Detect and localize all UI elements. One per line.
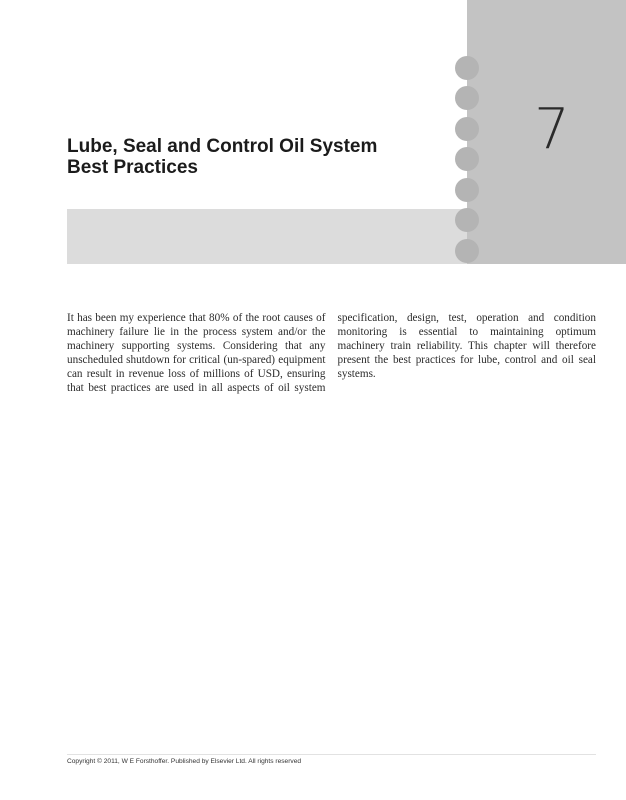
copyright-notice: Copyright © 2011, W E Forsthoffer. Published by Elsevier Ltd. All rights reserved bbox=[67, 758, 302, 765]
chapter-title-line: Best Practices bbox=[67, 157, 198, 178]
footer-divider bbox=[67, 754, 596, 755]
binder-holes bbox=[455, 56, 480, 266]
binder-hole bbox=[455, 239, 479, 263]
binder-hole bbox=[455, 56, 479, 80]
binder-hole bbox=[455, 117, 479, 141]
binder-hole bbox=[455, 147, 479, 171]
intro-paragraph: It has been my experience that 80% of the root causes of machinery failure lie in the process system and/or the machinery supporting systems. Considering that any unscheduled shutdown for critical (un-spared) equipment can result in revenue loss of millions of USD, ensuring that best practices are used in all aspects of oil system specification, design, test, operation and condition monitoring is essential to maintaining optimum machinery train reliability. This chapter will therefore present the best practices for lube, control and oil seal systems. bbox=[67, 312, 596, 394]
chapter-number: 7 bbox=[534, 97, 570, 162]
binder-hole bbox=[455, 208, 479, 232]
chapter-title-line: Lube, Seal and Control Oil System bbox=[67, 136, 378, 157]
binder-hole bbox=[455, 178, 479, 202]
title-band bbox=[67, 209, 467, 264]
binder-hole bbox=[455, 86, 479, 110]
chapter-title bbox=[67, 136, 437, 178]
